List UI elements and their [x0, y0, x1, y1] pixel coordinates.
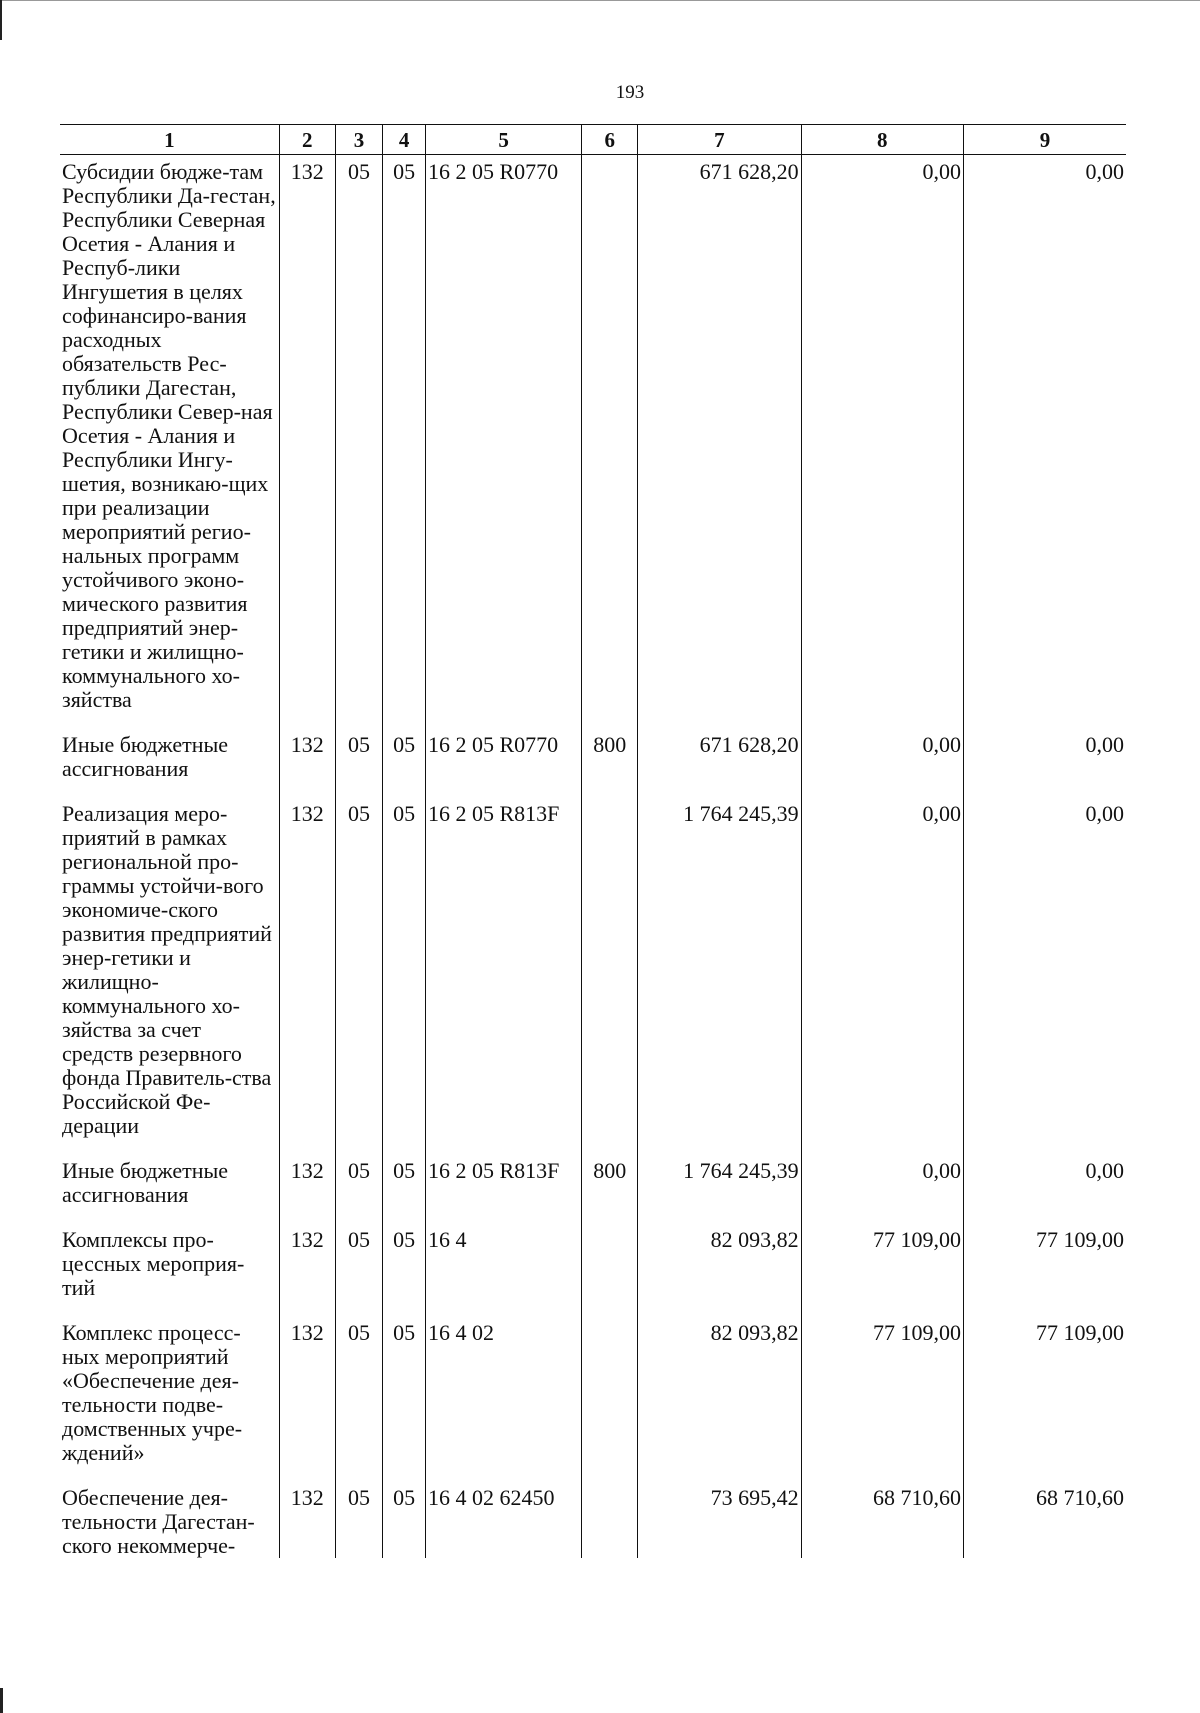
cell-amount-2: 0,00 — [801, 728, 963, 797]
cell-expense-type — [582, 1316, 638, 1481]
cell-subsection: 05 — [383, 797, 426, 1154]
table-row — [60, 728, 1126, 797]
header-col-8: 8 — [801, 125, 963, 155]
cell-target-article: 16 4 02 — [425, 1316, 581, 1481]
cell-section: 05 — [335, 1223, 383, 1316]
scan-edge-bottom — [0, 1688, 3, 1713]
table-row — [60, 155, 1126, 729]
cell-subsection: 05 — [383, 1154, 426, 1223]
cell-amount-3: 0,00 — [964, 728, 1127, 797]
cell-section: 05 — [335, 797, 383, 1154]
cell-ministry-code: 132 — [279, 1154, 335, 1223]
cell-target-article: 16 4 02 62450 — [425, 1481, 581, 1558]
cell-amount-1: 671 628,20 — [638, 155, 801, 729]
cell-ministry-code: 132 — [279, 1316, 335, 1481]
header-col-5: 5 — [425, 125, 581, 155]
cell-amount-2: 0,00 — [801, 1154, 963, 1223]
table-row — [60, 1223, 1126, 1316]
row-name: Субсидии бюдже-там Республики Да-гестан, Республики Северная Осетия - Алания и Респуб-лики Ингушетия в целях софинансиро-вания расходных обязательств Рес-публики Дагестан, Республики Север-ная Осетия - Алания и Республики Ингу-шетия, возникаю-щих при реализации мероприятий регио-нальных программ устойчивого эконо-мического развития предприятий энер-гетики и жилищно-коммунального хо-зяйства — [62, 159, 276, 712]
cell-amount-2: 77 109,00 — [801, 1223, 963, 1316]
cell-section: 05 — [335, 1316, 383, 1481]
cell-subsection: 05 — [383, 1316, 426, 1481]
cell-expense-type — [582, 155, 638, 729]
cell-expense-type — [582, 797, 638, 1154]
table-header-row — [60, 125, 1126, 155]
cell-amount-3: 68 710,60 — [964, 1481, 1127, 1558]
row-name: Иные бюджетные ассигнования — [62, 1158, 229, 1207]
cell-expense-type: 800 — [582, 1154, 638, 1223]
header-col-7: 7 — [638, 125, 801, 155]
row-name: Иные бюджетные ассигнования — [62, 732, 229, 781]
cell-amount-1: 1 764 245,39 — [638, 797, 801, 1154]
cell-section: 05 — [335, 155, 383, 729]
row-name: Комплексы про-цессных мероприя-тий — [62, 1227, 245, 1300]
header-col-2: 2 — [279, 125, 335, 155]
cell-amount-3: 0,00 — [964, 155, 1127, 729]
cell-amount-3: 0,00 — [964, 797, 1127, 1154]
cell-ministry-code: 132 — [279, 797, 335, 1154]
table-row — [60, 1154, 1126, 1223]
cell-amount-2: 0,00 — [801, 797, 963, 1154]
cell-subsection: 05 — [383, 1481, 426, 1558]
cell-amount-3: 77 109,00 — [964, 1223, 1127, 1316]
header-col-6: 6 — [582, 125, 638, 155]
cell-ministry-code: 132 — [279, 1481, 335, 1558]
row-name: Реализация меро-приятий в рамках региональной про-граммы устойчи-вого экономиче-ского развития предприятий энер-гетики и жилищно-коммунального хо-зяйства за счет средств резервного фонда Правитель-ства Российской Фе-дерации — [62, 801, 272, 1138]
table-row — [60, 1316, 1126, 1481]
cell-amount-2: 68 710,60 — [801, 1481, 963, 1558]
cell-expense-type: 800 — [582, 728, 638, 797]
cell-section: 05 — [335, 728, 383, 797]
cell-section: 05 — [335, 1481, 383, 1558]
cell-ministry-code: 132 — [279, 728, 335, 797]
header-col-1: 1 — [60, 125, 279, 155]
cell-expense-type — [582, 1223, 638, 1316]
cell-section: 05 — [335, 1154, 383, 1223]
cell-amount-1: 73 695,42 — [638, 1481, 801, 1558]
table-row — [60, 797, 1126, 1154]
cell-amount-3: 0,00 — [964, 1154, 1127, 1223]
cell-amount-2: 77 109,00 — [801, 1316, 963, 1481]
cell-target-article: 16 4 — [425, 1223, 581, 1316]
cell-amount-3: 77 109,00 — [964, 1316, 1127, 1481]
cell-ministry-code: 132 — [279, 1223, 335, 1316]
cell-subsection: 05 — [383, 1223, 426, 1316]
cell-subsection: 05 — [383, 728, 426, 797]
cell-expense-type — [582, 1481, 638, 1558]
row-name: Обеспечение дея-тельности Дагестан-ского некоммерче- — [62, 1485, 255, 1558]
page-number: 193 — [615, 82, 645, 103]
cell-amount-1: 82 093,82 — [638, 1223, 801, 1316]
table-row — [60, 1481, 1126, 1558]
cell-subsection: 05 — [383, 155, 426, 729]
header-col-3: 3 — [335, 125, 383, 155]
cell-amount-1: 671 628,20 — [638, 728, 801, 797]
header-col-4: 4 — [383, 125, 426, 155]
cell-target-article: 16 2 05 R0770 — [425, 155, 581, 729]
scan-edge-left — [0, 0, 2, 40]
budget-table — [60, 124, 1126, 1558]
header-col-9: 9 — [964, 125, 1127, 155]
cell-target-article: 16 2 05 R813F — [425, 797, 581, 1154]
cell-amount-1: 82 093,82 — [638, 1316, 801, 1481]
cell-ministry-code: 132 — [279, 155, 335, 729]
row-name: Комплекс процесс-ных мероприятий «Обеспечение дея-тельности подве-домственных учре-ждений» — [62, 1320, 243, 1465]
cell-target-article: 16 2 05 R0770 — [425, 728, 581, 797]
cell-amount-2: 0,00 — [801, 155, 963, 729]
cell-amount-1: 1 764 245,39 — [638, 1154, 801, 1223]
cell-target-article: 16 2 05 R813F — [425, 1154, 581, 1223]
scan-edge-top — [0, 0, 1200, 1]
